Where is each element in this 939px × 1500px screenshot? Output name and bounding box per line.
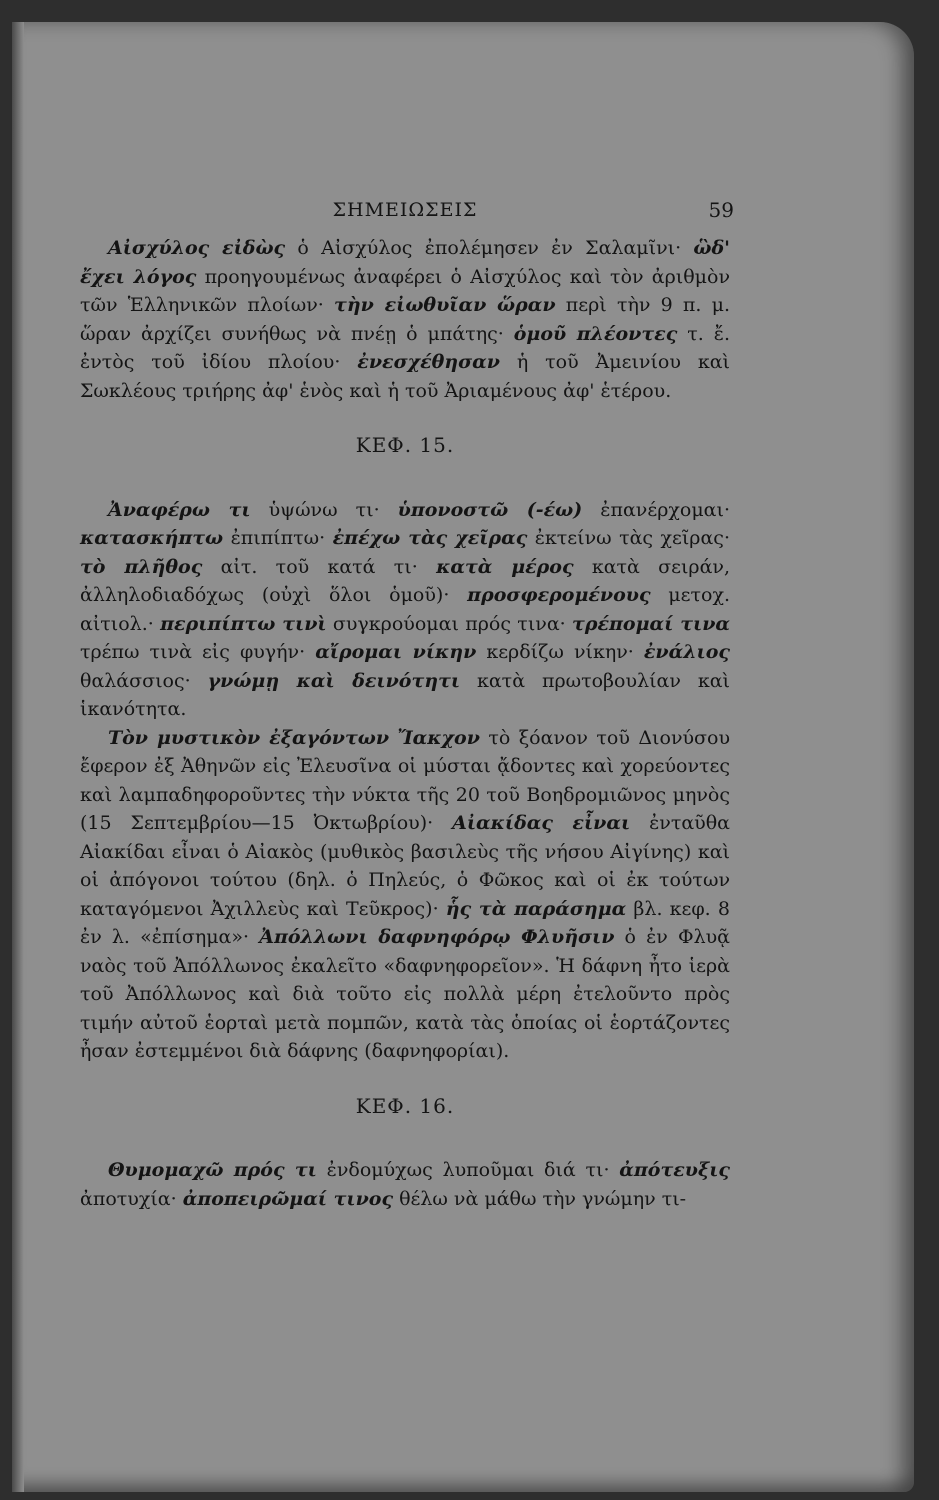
lemma: ἐνάλιος [643,641,730,663]
lemma: Ἴακχον [397,726,480,749]
paragraph-ch16-1 [80,1156,730,1213]
lemma: Θυμομαχῶ πρός τι [108,1159,317,1181]
lemma: αἴρομαι νίκην [315,641,477,663]
gloss: τ. ἔ. ἐντὸς τοῦ ἰδίου πλοίου· [80,322,731,373]
gloss: προηγουμένως ἀναφέρει ὁ Αἰσχύλος καὶ τὸν ἀριθμὸν τῶν Ἑλληνικῶν πλοίων· [80,265,730,316]
lemma: Ἀπόλλωνι δαφνηφόρῳ Φλυῆσιν [259,926,615,948]
gloss: κατὰ πρωτοβουλίαν καὶ ἱκανότητα. [80,669,730,720]
gloss: συγκρούομαι πρός τινα· [326,612,573,635]
lemma: περιπίπτω τινὶ [160,612,327,635]
lemma: Ἀναφέρω τι [108,498,251,521]
paragraph-ch15-2 [80,724,730,1066]
gloss: κατὰ σειράν, ἀλληλοδιαδόχως (οὐχὶ ὅλοι ὁμοῦ)· [80,555,731,606]
lemma: τρέπομαί τινα [572,612,730,635]
lemma: τὸ πλῆθος [80,555,203,578]
gloss: θέλω νὰ μάθω τὴν γνώμην τι- [393,1187,687,1210]
lemma: ἀποπειρῶμαί τινος [182,1187,394,1210]
gloss: αἰτ. τοῦ κατά τι· [202,555,437,578]
gloss: ἐπιπίπτω· [223,527,333,549]
gloss: ἐνδομύχως λυποῦμαι διά τι· [316,1159,620,1181]
running-head: ΣΗΜΕΙΩΣΕΙΣ [332,199,478,221]
lemma: ἐνεσχέθησαν [357,351,500,373]
lemma: κατὰ μέρος [436,555,574,578]
lemma: προσφερομένους [467,584,651,606]
chapter-heading-16: ΚΕΦ. 16. [355,1093,455,1118]
lemma: Αἰακίδας εἶναι [452,812,631,834]
gloss: ὁ ἐν Φλυᾷ ναὸς τοῦ Ἀπόλλωνος ἐκαλεῖτο «δαφνηφορεῖον». Ἡ δάφνη ἦτο ἱερὰ τοῦ Ἀπόλλωνος καὶ διὰ τοῦτο εἰς πολλὰ μέρη ἐτελοῦντο πρὸς τιμήν αὐτοῦ ἑορταὶ μετὰ πομπῶν, κατὰ τὰς ὁποίας οἱ ἑορτάζοντες ἦσαν ἐστεμμένοι διὰ δάφνης (δαφνηφορίαι). [80,926,730,1062]
gloss: θαλάσσιος· [80,669,208,692]
lemma: ὑπονοστῶ (-έω) [397,498,583,521]
gloss: κερδίζω νίκην· [476,641,644,663]
text-block [80,190,734,1213]
gloss: περὶ τὴν 9 π. μ. ὥραν ἀρχίζει συνήθως νὰ πνέῃ ὁ μπάτης· [80,294,730,345]
lemma: ὁμοῦ πλέοντες [513,322,678,345]
gloss: ἡ τοῦ Ἀμεινίου καὶ Σωκλέους τριήρης ἀφ' ἑνὸς καὶ ἡ τοῦ Ἀριαμένους ἀφ' ἑτέρου. [80,351,730,402]
lemma: Τὸν μυστικὸν ἐξαγόντων [108,726,390,749]
lemma: ὣδ' ἔχει λόγος [80,237,730,288]
gloss [389,727,397,749]
lemma: γνώμῃ καὶ δεινότητι [207,669,461,692]
lemma: κατασκήπτω [80,527,224,549]
binding-edge [12,22,24,1492]
lemma: ἐπέχω τὰς χεῖρας [332,527,528,549]
gloss: ἐπανέρχομαι· [582,498,730,521]
gloss: βλ. κεφ. 8 ἐν λ. «ἐπίσημα»· [80,897,730,948]
lemma: τὴν εἰωθυῖαν ὥραν [334,294,556,316]
gloss: ὑψώνω τι· [250,498,398,521]
page-header [80,190,734,234]
gloss: τὸ ξόανον τοῦ Διονύσου ἔφερον ἐξ Ἀθηνῶν εἰς Ἐλευσῖνα οἱ μύσται ᾄδοντες καὶ χορεύοντες καὶ λαμπαδηφοροῦντες τὴν νύκτα τῆς 20 τοῦ Βοηδρομιῶνος μηνὸς (15 Σεπτεμβρίου—15 Ὀκτωβρίου)· [80,726,731,834]
gloss: τρέπω τινὰ εἰς φυγήν· [80,641,316,663]
gloss: μετοχ. αἰτιολ.· [80,584,731,635]
gloss: ἐνταῦθα Αἰακίδαι εἶναι ὁ Αἰακὸς (μυθικὸς βασιλεὺς τῆς νήσου Αἰγίνης) καὶ οἱ ἀπόγονοι τούτου (δηλ. ὁ Πηλεύς, ὁ Φῶκος καὶ οἱ ἐκ τούτων καταγόμενοι Ἀχιλλεὺς καὶ Τεῦκρος)· [80,812,730,920]
chapter-heading-15: ΚΕΦ. 15. [355,433,455,457]
paragraph-intro [80,234,730,405]
paragraph-ch15-1 [80,496,730,724]
lemma: Αἰσχύλος εἰδὼς [108,237,286,259]
lemma: ἧς τὰ παράσημα [445,897,627,920]
gloss: ἀποτυχία· [80,1187,183,1210]
lemma: ἀπότευξις [619,1159,730,1181]
page-number: 59 [708,198,734,222]
gloss: ἐκτείνω τὰς χεῖρας· [527,527,730,549]
gloss: ὁ Αἰσχύλος ἐπολέμησεν ἐν Σαλαμῖνι· [285,237,694,259]
